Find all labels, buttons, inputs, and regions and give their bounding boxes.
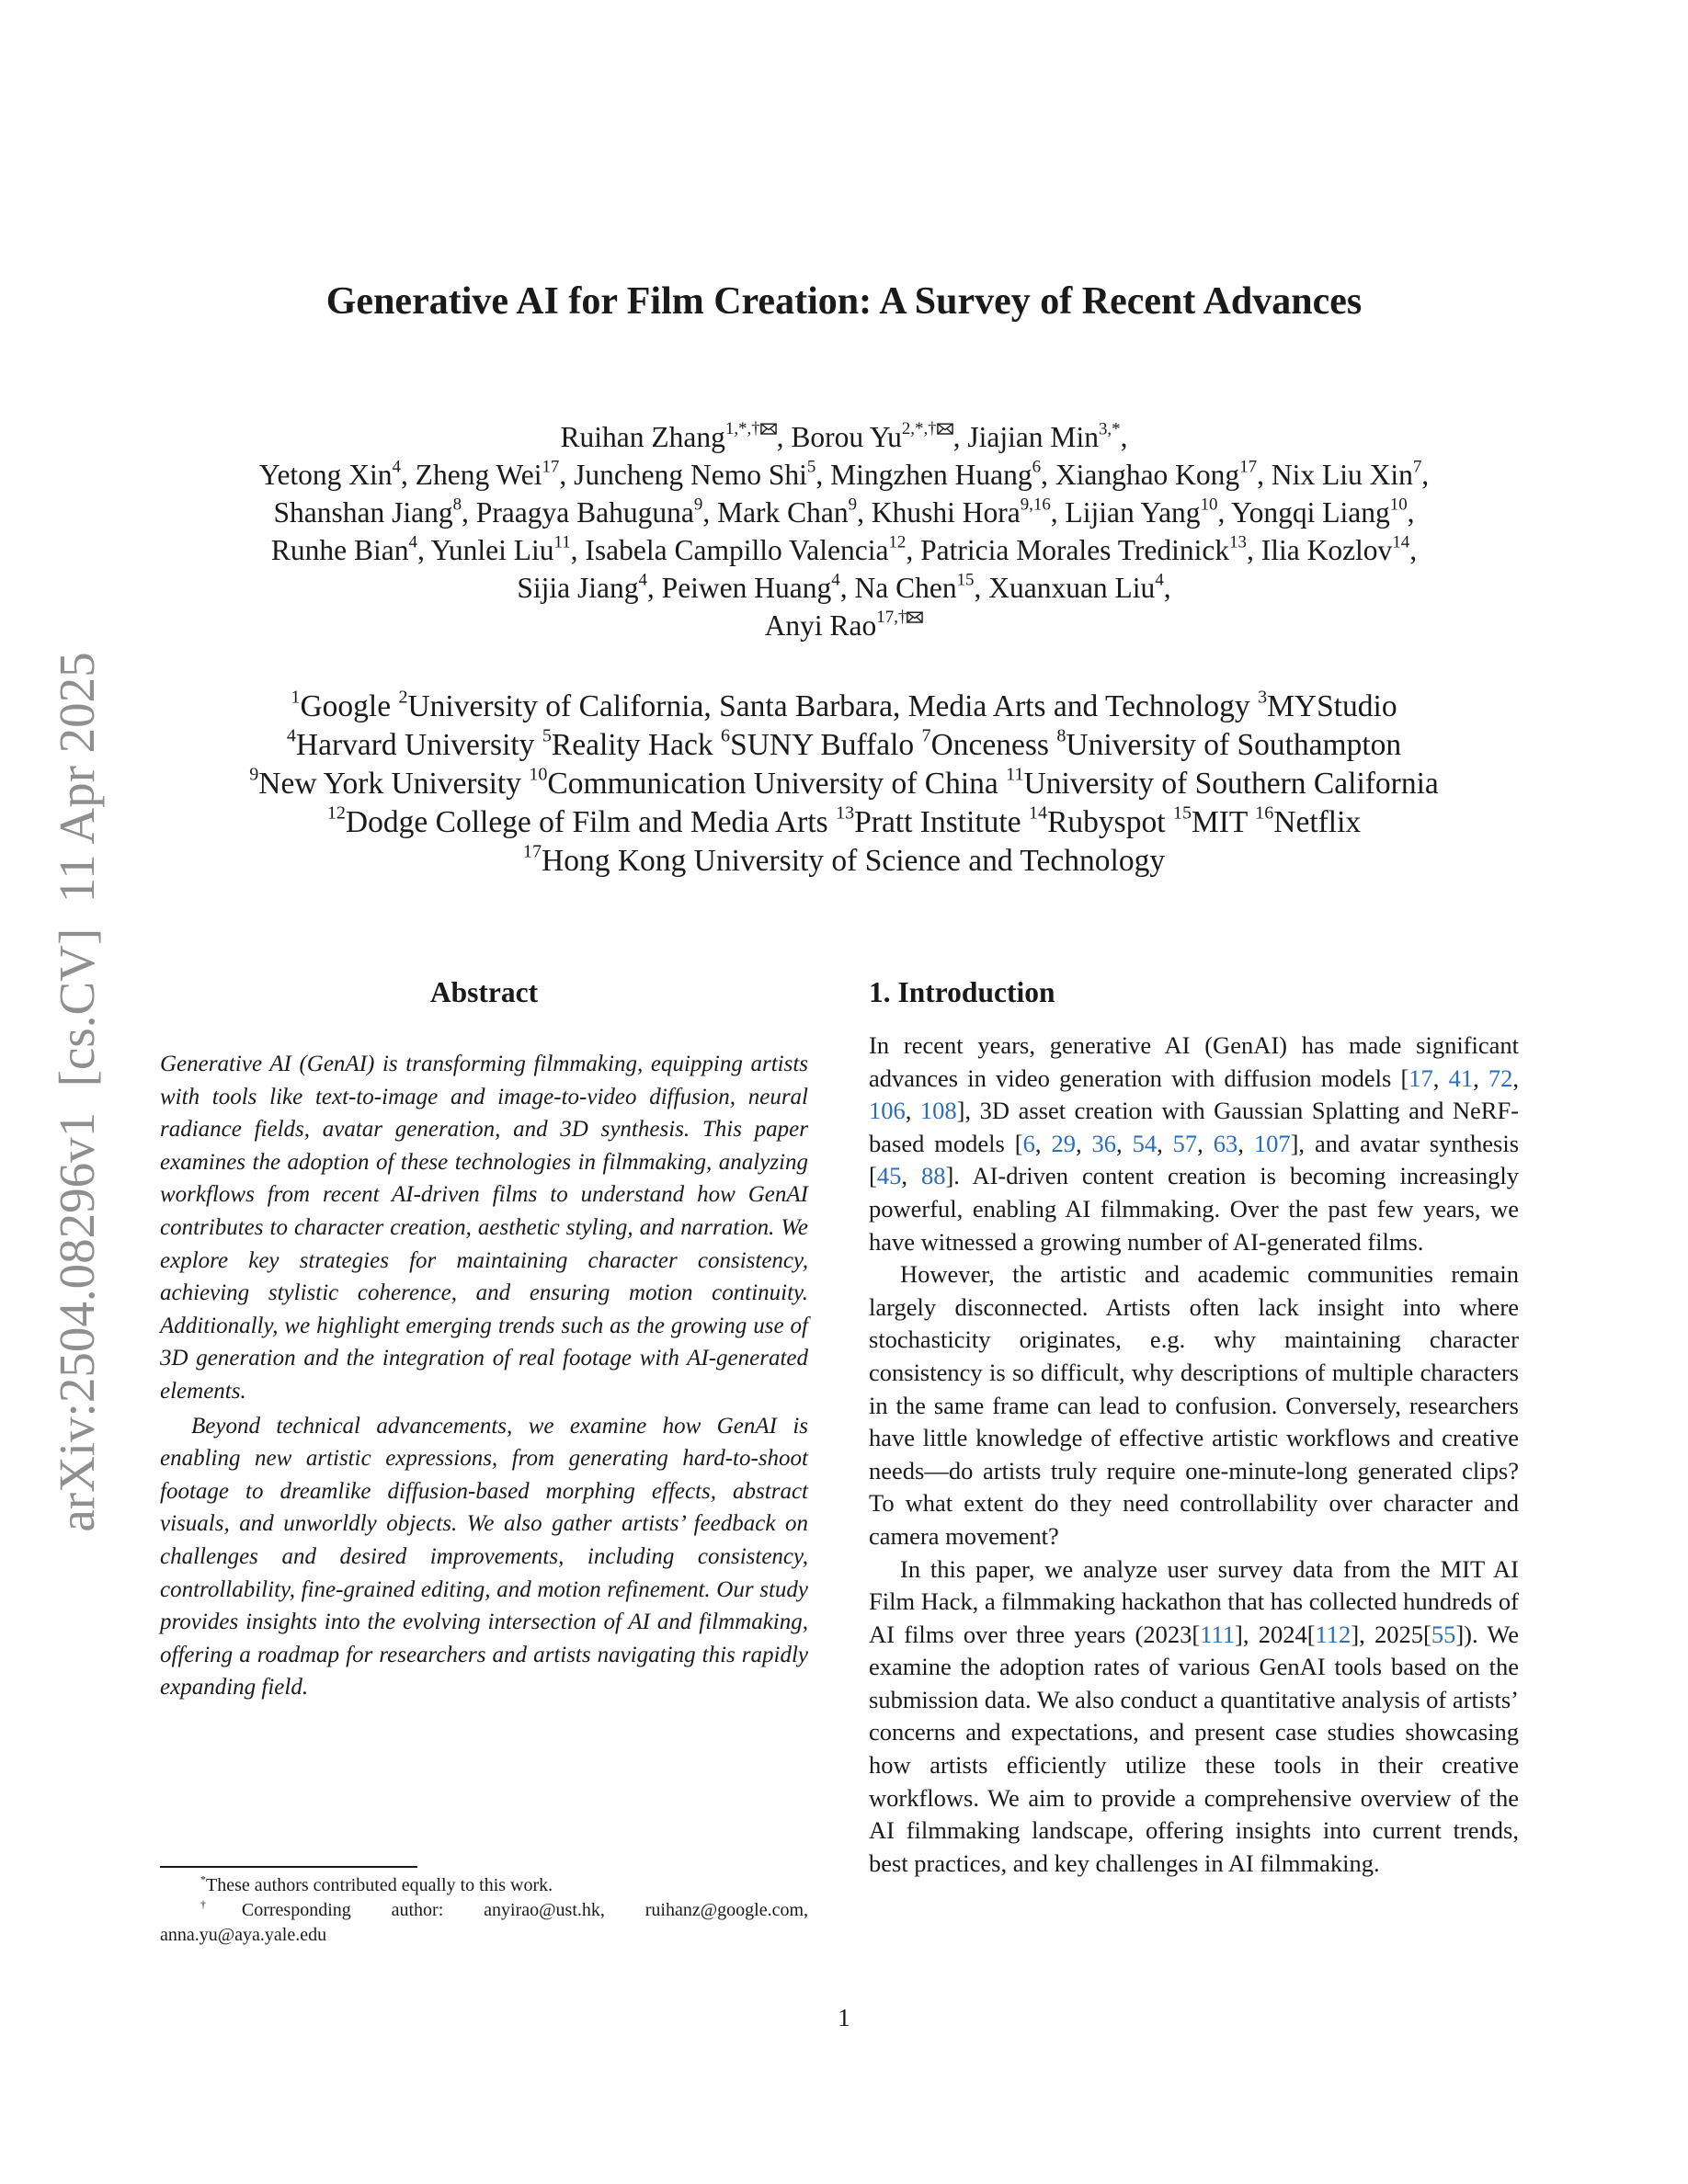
introduction-section bbox=[869, 974, 1519, 1880]
intro-paragraph-3: In this paper, we analyze user survey data from the MIT AI Film Hack, a filmmaking hackathon that has collected hundreds of AI films over three years (2023[111], 2024[112], 2025[55]). We examine the adoption rates of various GenAI tools based on the submission data. We also conduct a quantitative analysis of artists’ concerns and expectations, and present case studies showcasing how artists efficiently utilize these tools in their creative workflows. We aim to provide a comprehensive overview of the AI filmmaking landscape, offering insights into current trends, best practices, and key challenges in AI filmmaking. bbox=[869, 1554, 1520, 1877]
citation-link[interactable]: 107 bbox=[1253, 1129, 1291, 1157]
author-line-6 bbox=[110, 607, 1578, 644]
affiliation: Rubyspot bbox=[1047, 805, 1166, 839]
citation-link[interactable]: 106 bbox=[869, 1097, 906, 1125]
author-line-2: Yetong Xin$^4$, Zheng Wei$^{17}$, Juncheng Nemo Shi$^5$, Mingzhen Huang$^6$, Xianghao Kong$^{17}$, Nix Liu Xin$^7$, bbox=[258, 457, 1430, 491]
author-affil-marks: 17,† bbox=[876, 608, 923, 627]
author-name: Peiwen Huang bbox=[661, 572, 832, 604]
affiliation: Communication University of China bbox=[547, 767, 998, 801]
author-affil-marks: 15 bbox=[956, 570, 975, 590]
author-affil-marks: 13 bbox=[1229, 532, 1247, 552]
author-affil-marks: 6 bbox=[1032, 457, 1042, 477]
citation-link[interactable]: 6 bbox=[1022, 1129, 1035, 1157]
footnote-equal-contribution: *These authors contributed equally to this work. bbox=[200, 1872, 553, 1895]
author-affil-marks: 8 bbox=[452, 495, 462, 515]
affiliation: Reality Hack bbox=[551, 728, 713, 762]
citation-link[interactable]: 72 bbox=[1488, 1064, 1513, 1092]
author-name: Yunlei Liu bbox=[430, 534, 554, 566]
author-name: Xuanxuan Liu bbox=[988, 572, 1156, 604]
affiliation-line-4: $^{12}$Dodge College of Film and Media Arts $^{13}$Pratt Institute $^{14}$Rubyspot $^{15}$MIT $^{16}$Netflix bbox=[326, 802, 1362, 839]
abstract-heading: Abstract bbox=[429, 976, 539, 1008]
author-name: Sijia Jiang bbox=[517, 572, 639, 604]
citation-link[interactable]: 54 bbox=[1132, 1129, 1158, 1157]
citation-link[interactable]: 45 bbox=[876, 1162, 902, 1190]
author-affil-marks: 14 bbox=[1392, 532, 1410, 552]
author-line-4: Runhe Bian$^4$, Yunlei Liu$^{11}$, Isabela Campillo Valencia$^{12}$, Patricia Morales Tredinick$^{13}$, Ilia Kozlov$^{14}$, bbox=[270, 532, 1418, 566]
affiliation-line-1: $^1$Google $^2$University of California, Santa Barbara, Media Arts and Technology $^3$MYStudio bbox=[291, 687, 1397, 723]
author-name: Praagya Bahuguna bbox=[475, 496, 694, 529]
author-affil-marks: 2,*,† bbox=[902, 419, 953, 438]
author-name: Anyi Rao bbox=[764, 609, 877, 642]
author-name: Ruihan Zhang bbox=[560, 421, 725, 453]
abstract-section bbox=[160, 974, 808, 1704]
citation-link[interactable]: 55 bbox=[1431, 1620, 1456, 1648]
affiliation: MIT bbox=[1191, 805, 1248, 839]
affiliation-line-2: $^4$Harvard University $^5$Reality Hack $^6$SUNY Buffalo $^7$Onceness $^8$University of Southampton bbox=[286, 725, 1402, 762]
affiliation: SUNY Buffalo bbox=[730, 728, 915, 762]
affiliation-list bbox=[110, 688, 1578, 881]
affiliation-line-5: $^{17}$Hong Kong University of Science and Technology bbox=[522, 841, 1166, 878]
author-affil-marks: 4 bbox=[1155, 570, 1164, 590]
author-name: Zheng Wei bbox=[415, 459, 542, 491]
author-line-1: Ruihan Zhang$^{1,*,\dagger}$ , Borou $Yu^{2,*,\dagger}$ , Jiajian Min$^{3,*}$, bbox=[560, 419, 1128, 453]
author-affil-marks: 4 bbox=[831, 570, 840, 590]
author-affil-marks: 10 bbox=[1389, 495, 1408, 515]
paper-title: Generative AI for Film Creation: A Survey of Recent Advances bbox=[325, 280, 1363, 323]
author-name: Khushi Hora bbox=[871, 496, 1021, 529]
author-affil-marks: 4 bbox=[392, 457, 401, 477]
author-affil-marks: 3,* bbox=[1098, 419, 1121, 439]
author-name: Runhe Bian bbox=[270, 534, 409, 566]
citation-link[interactable]: 36 bbox=[1091, 1129, 1117, 1157]
page-number: 1 bbox=[838, 2004, 850, 2031]
author-list bbox=[110, 418, 1578, 644]
author-name: Jiajian Min bbox=[967, 421, 1099, 453]
author-line-3: Shanshan Jiang$^8$, Praagya Bahuguna$^9$, Mark Chan$^9$, Khushi Hora$^{9,16}$, Lijian Yang$^{10}$, Yongqi Liang$^{10}$, bbox=[273, 495, 1415, 529]
author-name: Ilia Kozlov bbox=[1260, 534, 1393, 566]
affiliation: Pratt Institute bbox=[854, 805, 1021, 839]
author-name: Juncheng Nemo Shi bbox=[574, 459, 807, 491]
author-name: Shanshan Jiang bbox=[273, 496, 453, 529]
citation-link[interactable]: 112 bbox=[1315, 1620, 1352, 1648]
author-name: Lijian Yang bbox=[1065, 496, 1201, 529]
author-name: Mingzhen Huang bbox=[830, 459, 1032, 491]
author-line-5: Sijia Jiang$^4$, Peiwen Huang$^4$, Na Chen$^{15}$, Xuanxuan Liu$^4$, bbox=[517, 570, 1171, 604]
affiliation: University of Southampton bbox=[1066, 728, 1402, 762]
affiliation: Hong Kong University of Science and Technology bbox=[542, 844, 1166, 878]
citation-link[interactable]: 88 bbox=[920, 1162, 946, 1190]
author-name: Isabela Campillo Valencia bbox=[585, 534, 889, 566]
abstract-paragraph-2: Beyond technical advancements, we examine how GenAI is enabling new artistic expressions, from generating hard-to-shoot footage to dreamlike diffusion-based morphing effects, abstract visuals, and unworldly objects. We also gather artists’ feedback on challenges and desired improvements, including consistency, controllability, fine-grained editing, and motion refinement. Our study provides insights into the evolving intersection of AI and filmmaking, offering a roadmap for researchers and artists navigating this rapidly expanding field. bbox=[160, 1413, 808, 1701]
affiliation: Dodge College of Film and Media Arts bbox=[345, 805, 828, 839]
author-affil-marks: 7 bbox=[1412, 457, 1422, 477]
footnotes bbox=[160, 1873, 808, 1948]
author-name: Yetong Xin bbox=[258, 459, 393, 491]
author-affil-marks: 4 bbox=[408, 532, 417, 552]
author-name: Borou Yu bbox=[791, 421, 902, 453]
author-name: Patricia Morales Tredinick bbox=[920, 534, 1230, 566]
author-affil-marks: 4 bbox=[638, 570, 647, 590]
citation-link[interactable]: 41 bbox=[1448, 1064, 1474, 1092]
affiliation: Onceness bbox=[930, 728, 1049, 762]
affiliation: Google bbox=[300, 689, 392, 723]
envelope-icon bbox=[760, 423, 777, 435]
affiliation: University of California, Santa Barbara, Media Arts and Technology bbox=[407, 689, 1250, 723]
footnote-rule bbox=[160, 1866, 417, 1868]
author-name: Nix Liu Xin bbox=[1271, 459, 1413, 491]
affiliation: Harvard University bbox=[295, 728, 535, 762]
author-affil-marks: 17 bbox=[542, 457, 560, 477]
author-affil-marks: 11 bbox=[553, 532, 571, 552]
author-affil-marks: 10 bbox=[1200, 495, 1218, 515]
citation-link[interactable]: 17 bbox=[1409, 1064, 1433, 1092]
intro-paragraph-2: However, the artistic and academic communities remain largely disconnected. Artists often lack insight into where stochasticity originates, e.g. why maintaining character consistency is so difficult, why descriptions of multiple characters in the same frame can lead to confusion. Conversely, researchers have little knowledge of effective artistic workflows and creative needs—do artists truly require one-minute-long generated clips? To what extent do they need controllability over character and camera movement? bbox=[869, 1260, 1519, 1550]
section-heading: 1. Introduction bbox=[869, 976, 1055, 1008]
intro-paragraph-1: In recent years, generative AI (GenAI) has made significant advances in video generation with diffusion models [17, 41, 72, 106, 108], 3D asset creation with Gaussian Splatting and NeRF-based models [6, 29, 36, 54, 57, 63, 107], and avatar synthesis [45, 88]. AI-driven content creation is becoming increasingly powerful, enabling AI filmmaking. Over the past few years, we have witnessed a growing number of AI-generated films. bbox=[869, 1031, 1520, 1256]
citation-link[interactable]: 108 bbox=[919, 1097, 957, 1125]
citation-link[interactable]: 57 bbox=[1172, 1129, 1198, 1157]
author-name: Yongqi Liang bbox=[1231, 496, 1390, 529]
envelope-icon bbox=[907, 611, 923, 623]
author-affil-marks: 9 bbox=[693, 495, 703, 515]
envelope-icon bbox=[937, 423, 953, 435]
affiliation: University of Southern California bbox=[1023, 767, 1439, 801]
author-affil-marks: 12 bbox=[888, 532, 907, 552]
affiliation-line-3: $^9$New York University $^{10}$Communication University of China $^{11}$University of Southern California bbox=[249, 764, 1439, 801]
affiliation: New York University bbox=[258, 767, 521, 801]
author-affil-marks: 9,16 bbox=[1020, 495, 1051, 515]
author-affil-marks: 9 bbox=[848, 495, 858, 515]
author-name: Na Chen bbox=[854, 572, 957, 604]
author-name: Mark Chan bbox=[717, 496, 849, 529]
author-affil-marks: 17 bbox=[1239, 457, 1258, 477]
author-affil-marks: 1,*,† bbox=[725, 419, 777, 438]
author-name: Xianghao Kong bbox=[1055, 459, 1240, 491]
arxiv-identifier: arXiv:2504.08296v1 [cs.CV] 11 Apr 2025 bbox=[49, 652, 105, 1532]
affiliation: Netflix bbox=[1273, 805, 1362, 839]
author-affil-marks: 5 bbox=[806, 457, 816, 477]
footnote-corresponding-author: †Corresponding author: anyirao@ust.hk, ruihanz@google.com, anna.yu@aya.yale.edu bbox=[160, 1897, 808, 1945]
citation-link[interactable]: 111 bbox=[1200, 1620, 1236, 1648]
citation-link[interactable]: 29 bbox=[1051, 1129, 1076, 1157]
abstract-paragraph-1: Generative AI (GenAI) is transforming filmmaking, equipping artists with tools like text-to-image and image-to-video diffusion, neural radiance fields, avatar generation, and 3D synthesis. This paper examines the adoption of these technologies in filmmaking, analyzing workflows from recent AI-driven films to understand how GenAI contributes to character creation, aesthetic styling, and narration. We explore key strategies for maintaining character consistency, achieving stylistic coherence, and ensuring motion continuity. Additionally, we highlight emerging trends such as the growing use of 3D generation and the integration of real footage with AI-generated elements. bbox=[160, 1052, 808, 1404]
affiliation: MYStudio bbox=[1267, 689, 1397, 723]
citation-link[interactable]: 63 bbox=[1213, 1129, 1238, 1157]
